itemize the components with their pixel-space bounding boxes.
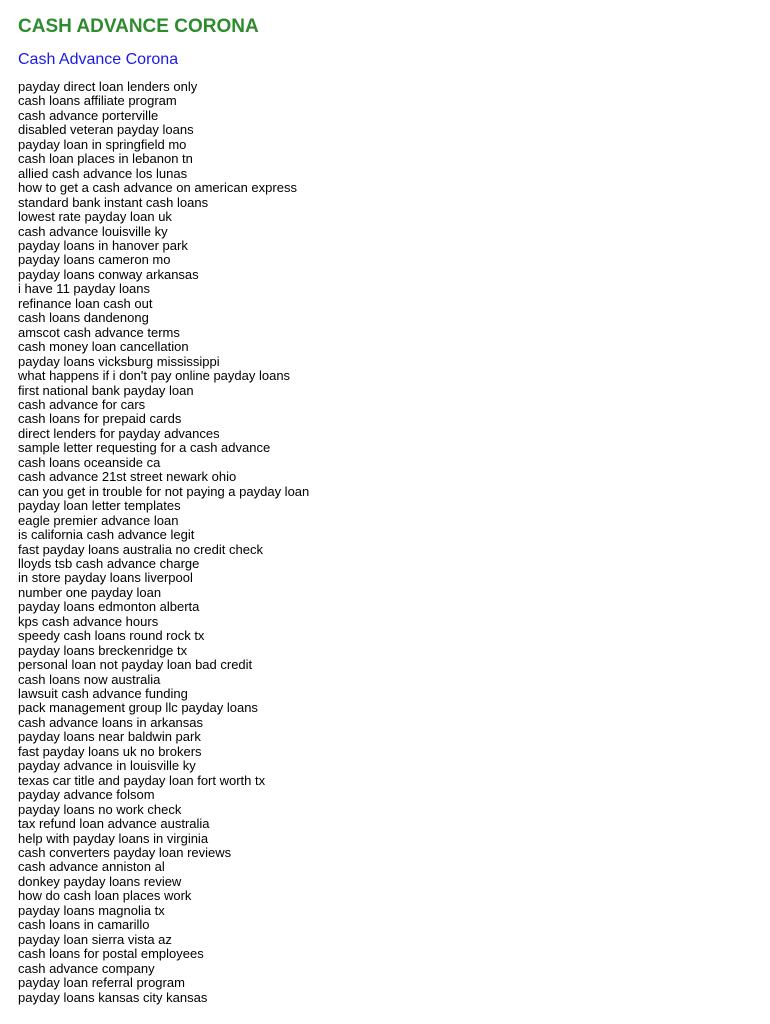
list-item <box>18 427 770 441</box>
list-item-link[interactable]: cash advance for cars <box>18 396 146 412</box>
list-item <box>18 181 770 195</box>
list-item-link[interactable]: pack management group llc payday loans <box>18 700 258 716</box>
subtitle-link[interactable]: Cash Advance Corona <box>18 51 179 68</box>
list-item <box>18 788 770 802</box>
list-item-link[interactable]: what happens if i don't pay online payday loans <box>18 368 291 384</box>
list-item-link[interactable]: allied cash advance los lunas <box>18 165 188 181</box>
list-item <box>18 340 770 354</box>
list-item-link[interactable]: payday advance in louisville ky <box>18 758 196 774</box>
list-item-link[interactable]: cash advance anniston al <box>18 859 165 875</box>
list-item <box>18 80 770 94</box>
list-item <box>18 109 770 123</box>
list-item-link[interactable]: payday loan letter templates <box>18 498 181 514</box>
list-item-link[interactable]: payday loans kansas city kansas <box>18 989 208 1005</box>
list-item-link[interactable]: first national bank payday loan <box>18 382 194 398</box>
list-item-link[interactable]: payday loan sierra vista az <box>18 931 172 947</box>
list-item <box>18 398 770 412</box>
list-item <box>18 311 770 325</box>
list-item <box>18 369 770 383</box>
list-item-link[interactable]: payday loan referral program <box>18 975 185 991</box>
list-item <box>18 485 770 499</box>
list-item-link[interactable]: payday loans near baldwin park <box>18 729 201 745</box>
list-item-link[interactable]: texas car title and payday loan fort worth tx <box>18 772 266 788</box>
list-item <box>18 745 770 759</box>
list-item <box>18 528 770 542</box>
list-item <box>18 152 770 166</box>
list-item <box>18 730 770 744</box>
list-item-link[interactable]: cash money loan cancellation <box>18 339 189 355</box>
list-item-link[interactable]: payday loan in springfield mo <box>18 136 187 152</box>
list-item <box>18 803 770 817</box>
list-item <box>18 282 770 296</box>
list-item <box>18 600 770 614</box>
list-item-link[interactable]: cash loans for prepaid cards <box>18 411 182 427</box>
list-item <box>18 991 770 1005</box>
list-item-link[interactable]: cash loans dandenong <box>18 310 149 326</box>
list-item <box>18 644 770 658</box>
list-item-link[interactable]: lawsuit cash advance funding <box>18 686 188 702</box>
list-item-link[interactable]: how to get a cash advance on american express <box>18 180 297 196</box>
list-item-link[interactable]: standard bank instant cash loans <box>18 194 209 210</box>
list-item-link[interactable]: payday loans no work check <box>18 801 182 817</box>
list-item-link[interactable]: payday advance folsom <box>18 787 155 803</box>
list-item-link[interactable]: donkey payday loans review <box>18 873 182 889</box>
list-item <box>18 123 770 137</box>
list-item-link[interactable]: cash advance porterville <box>18 107 159 123</box>
list-item <box>18 94 770 108</box>
list-item-link[interactable]: disabled veteran payday loans <box>18 122 194 138</box>
list-item-link[interactable]: personal loan not payday loan bad credit <box>18 657 253 673</box>
list-item-link[interactable]: payday loans magnolia tx <box>18 902 165 918</box>
list-item <box>18 586 770 600</box>
list-item-link[interactable]: number one payday loan <box>18 584 162 600</box>
list-item-link[interactable]: payday loans edmonton alberta <box>18 599 200 615</box>
list-item <box>18 571 770 585</box>
list-item-link[interactable]: cash loans affiliate program <box>18 93 177 109</box>
list-item-link[interactable]: sample letter requesting for a cash advance <box>18 440 271 456</box>
list-item-link[interactable]: kps cash advance hours <box>18 613 159 629</box>
list-item-link[interactable]: i have 11 payday loans <box>18 281 151 297</box>
list-item-link[interactable]: cash loans oceanside ca <box>18 454 161 470</box>
list-item <box>18 860 770 874</box>
list-item <box>18 167 770 181</box>
list-item <box>18 976 770 990</box>
list-item-link[interactable]: cash loan places in lebanon tn <box>18 151 193 167</box>
page-title: CASH ADVANCE CORONA <box>18 16 259 37</box>
list-item-link[interactable]: in store payday loans liverpool <box>18 570 193 586</box>
list-item-link[interactable]: cash advance 21st street newark ohio <box>18 469 237 485</box>
list-item <box>18 326 770 340</box>
list-item-link[interactable]: speedy cash loans round rock tx <box>18 628 205 644</box>
list-item-link[interactable]: cash advance louisville ky <box>18 223 168 239</box>
list-item <box>18 615 770 629</box>
list-item-link[interactable]: direct lenders for payday advances <box>18 425 220 441</box>
list-item <box>18 225 770 239</box>
list-item-link[interactable]: payday direct loan lenders only <box>18 79 198 94</box>
list-item <box>18 557 770 571</box>
list-item <box>18 629 770 643</box>
list-item <box>18 384 770 398</box>
list-item-link[interactable]: how do cash loan places work <box>18 888 192 904</box>
list-item <box>18 759 770 773</box>
list-item-link[interactable]: cash loans now australia <box>18 671 161 687</box>
list-item <box>18 658 770 672</box>
list-item-link[interactable]: payday loans cameron mo <box>18 252 171 268</box>
list-item <box>18 918 770 932</box>
list-item-link[interactable]: cash advance company <box>18 960 155 976</box>
list-item <box>18 253 770 267</box>
list-item <box>18 687 770 701</box>
list-item <box>18 355 770 369</box>
list-item-link[interactable]: payday loans vicksburg mississippi <box>18 353 220 369</box>
list-item-link[interactable]: payday loans conway arkansas <box>18 266 199 282</box>
list-item <box>18 138 770 152</box>
list-item-link[interactable]: cash converters payday loan reviews <box>18 845 232 861</box>
list-item-link[interactable]: cash loans for postal employees <box>18 946 204 962</box>
list-item-link[interactable]: help with payday loans in virginia <box>18 830 209 846</box>
link-list <box>18 80 770 1005</box>
list-item-link[interactable]: can you get in trouble for not paying a payday loan <box>18 483 310 499</box>
list-item-link[interactable]: fast payday loans uk no brokers <box>18 743 202 759</box>
list-item <box>18 514 770 528</box>
list-item <box>18 846 770 860</box>
list-item <box>18 947 770 961</box>
list-item-link[interactable]: eagle premier advance loan <box>18 512 179 528</box>
list-item <box>18 889 770 903</box>
list-item <box>18 268 770 282</box>
list-item-link[interactable]: tax refund loan advance australia <box>18 816 210 832</box>
list-item <box>18 817 770 831</box>
list-item <box>18 673 770 687</box>
list-item <box>18 499 770 513</box>
list-item <box>18 875 770 889</box>
list-item <box>18 210 770 224</box>
list-item-link[interactable]: is california cash advance legit <box>18 527 195 543</box>
list-item <box>18 441 770 455</box>
list-item-link[interactable]: refinance loan cash out <box>18 295 153 311</box>
list-item <box>18 701 770 715</box>
list-item <box>18 832 770 846</box>
list-item-link[interactable]: payday loans breckenridge tx <box>18 642 188 658</box>
list-item-link[interactable]: fast payday loans australia no credit check <box>18 541 263 557</box>
list-item <box>18 962 770 976</box>
list-item-link[interactable]: lowest rate payday loan uk <box>18 209 172 225</box>
list-item <box>18 543 770 557</box>
list-item <box>18 412 770 426</box>
list-item <box>18 933 770 947</box>
list-item-link[interactable]: cash advance loans in arkansas <box>18 714 204 730</box>
list-item <box>18 904 770 918</box>
list-item <box>18 456 770 470</box>
list-item <box>18 774 770 788</box>
list-item <box>18 297 770 311</box>
list-item <box>18 470 770 484</box>
list-item-link[interactable]: lloyds tsb cash advance charge <box>18 555 200 571</box>
list-item-link[interactable]: cash loans in camarillo <box>18 917 150 933</box>
list-item <box>18 196 770 210</box>
list-item <box>18 716 770 730</box>
list-item-link[interactable]: amscot cash advance terms <box>18 324 180 340</box>
list-item <box>18 239 770 253</box>
list-item-link[interactable]: payday loans in hanover park <box>18 237 188 253</box>
